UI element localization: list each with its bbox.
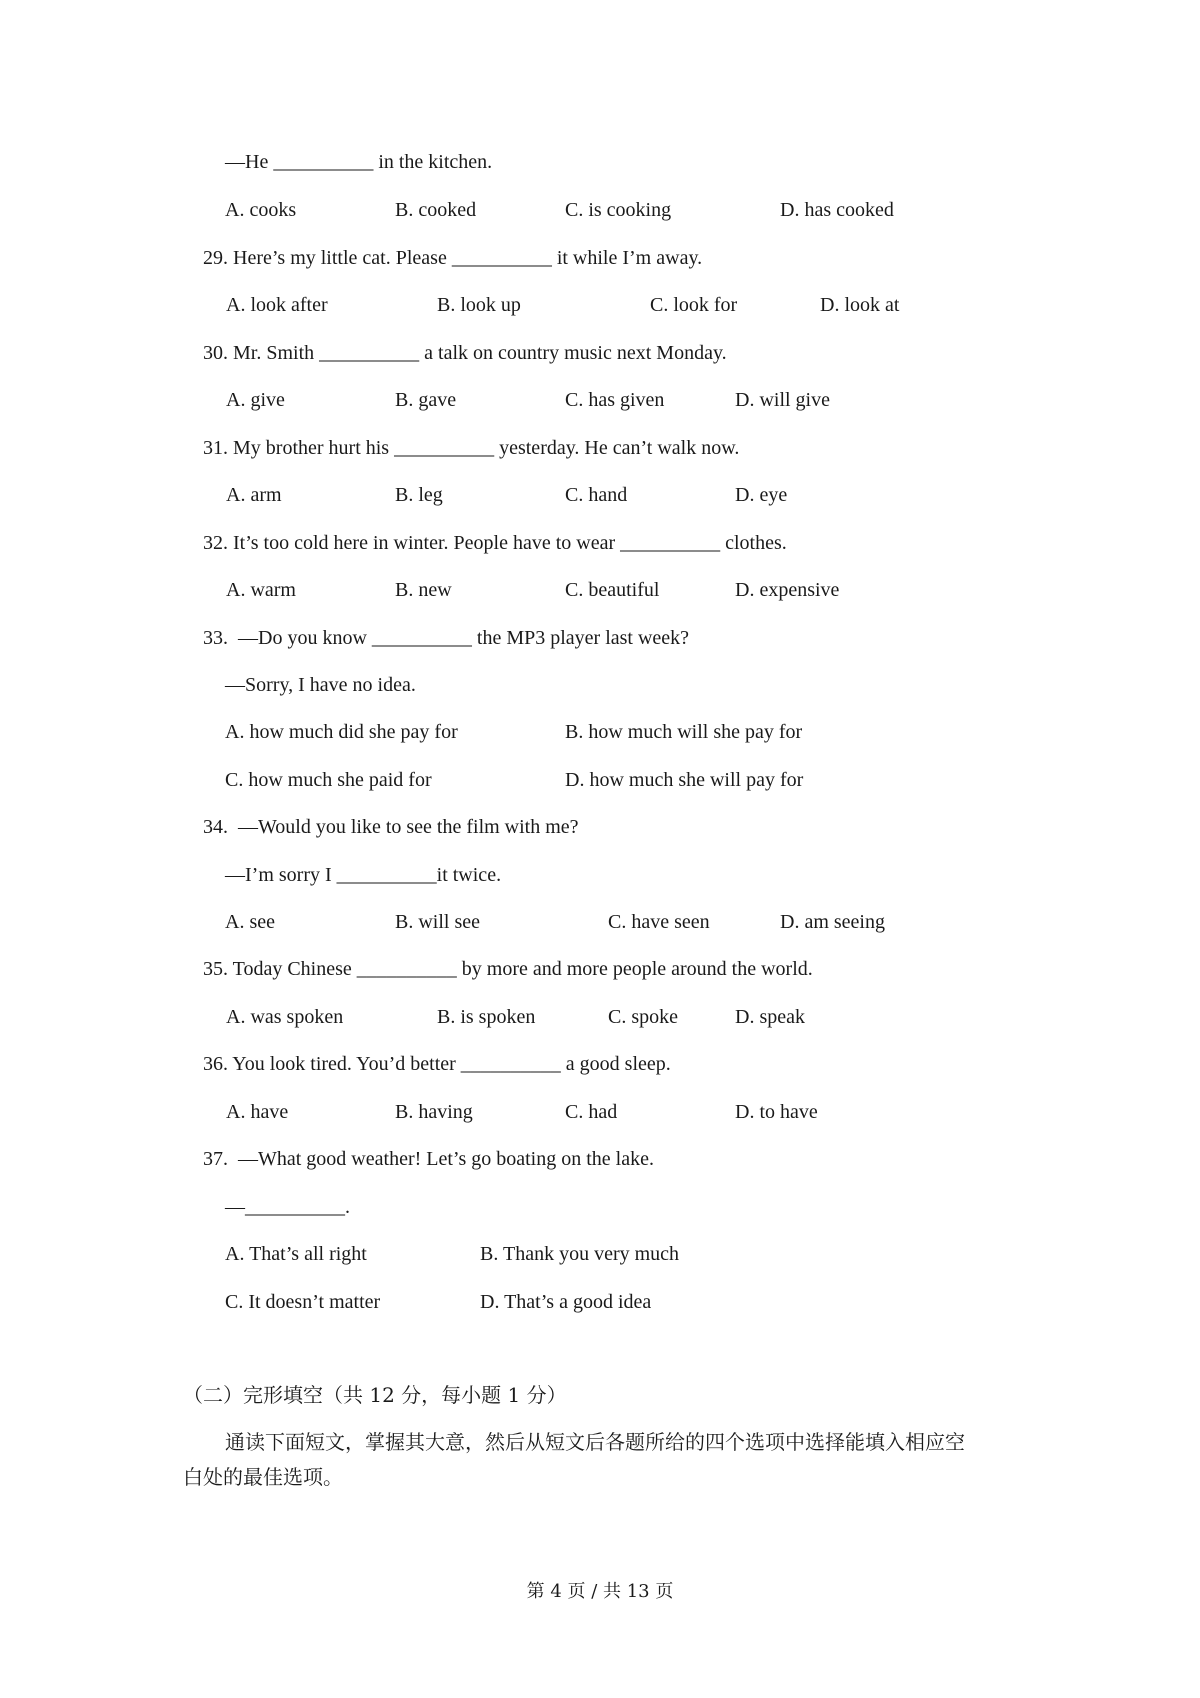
q32-option-d: D. expensive bbox=[735, 579, 840, 601]
q28-option-a: A. cooks bbox=[225, 199, 297, 221]
q29-option-c: C. look for bbox=[650, 294, 738, 316]
q37-option-c: C. It doesn’t matter bbox=[225, 1291, 381, 1313]
q36-stem: 36. You look tired. You’d better __________ a good sleep. bbox=[203, 1053, 671, 1075]
q33-option-c: C. how much she paid for bbox=[225, 769, 432, 791]
q33-option-a: A. how much did she pay for bbox=[225, 721, 458, 743]
q28-answer-line: —He __________ in the kitchen. bbox=[225, 151, 493, 173]
q34-option-b: B. will see bbox=[395, 911, 480, 933]
q35-stem: 35. Today Chinese __________ by more and more people around the world. bbox=[203, 958, 813, 980]
q32-option-a: A. warm bbox=[226, 579, 296, 601]
page-footer: 第 4 页 / 共 13 页 bbox=[526, 1581, 674, 1602]
q37-reply: —__________. bbox=[225, 1196, 350, 1218]
q32-option-b: B. new bbox=[395, 579, 452, 601]
q32-option-c: C. beautiful bbox=[565, 579, 660, 601]
q36-option-c: C. had bbox=[565, 1101, 618, 1123]
q35-option-a: A. was spoken bbox=[226, 1006, 344, 1028]
q33-option-b: B. how much will she pay for bbox=[565, 721, 803, 743]
q37-option-a: A. That’s all right bbox=[225, 1243, 367, 1265]
q35-option-c: C. spoke bbox=[608, 1006, 678, 1028]
section-instruction-line2: 白处的最佳选项。 bbox=[183, 1465, 343, 1489]
section-instruction-line1: 通读下面短文，掌握其大意，然后从短文后各题所给的四个选项中选择能填入相应空 bbox=[225, 1430, 965, 1454]
q35-option-b: B. is spoken bbox=[437, 1006, 536, 1028]
q31-option-b: B. leg bbox=[395, 484, 443, 506]
q35-option-d: D. speak bbox=[735, 1006, 805, 1028]
q32-stem: 32. It’s too cold here in winter. People have to wear __________ clothes. bbox=[203, 532, 787, 554]
q28-option-c: C. is cooking bbox=[565, 199, 672, 221]
q30-option-d: D. will give bbox=[735, 389, 830, 411]
q36-option-b: B. having bbox=[395, 1101, 473, 1123]
section-heading: （二）完形填空（共 12 分，每小题 1 分） bbox=[183, 1383, 567, 1407]
q30-stem: 30. Mr. Smith __________ a talk on country music next Monday. bbox=[203, 342, 727, 364]
q36-option-a: A. have bbox=[226, 1101, 289, 1123]
q33-stem: 33. —Do you know __________ the MP3 player last week? bbox=[203, 627, 690, 649]
q34-option-d: D. am seeing bbox=[780, 911, 885, 933]
q31-stem: 31. My brother hurt his __________ yesterday. He can’t walk now. bbox=[203, 437, 740, 459]
q37-option-b: B. Thank you very much bbox=[480, 1243, 680, 1265]
q34-reply: —I’m sorry I __________it twice. bbox=[225, 864, 502, 886]
q33-option-d: D. how much she will pay for bbox=[565, 769, 804, 791]
q36-option-d: D. to have bbox=[735, 1101, 818, 1123]
q29-option-b: B. look up bbox=[437, 294, 521, 316]
q31-option-c: C. hand bbox=[565, 484, 628, 506]
q29-stem: 29. Here’s my little cat. Please __________ it while I’m away. bbox=[203, 247, 703, 269]
q34-stem: 34. —Would you like to see the film with me? bbox=[203, 816, 579, 838]
q31-option-a: A. arm bbox=[226, 484, 282, 506]
q28-option-d: D. has cooked bbox=[780, 199, 894, 221]
q30-option-b: B. gave bbox=[395, 389, 457, 411]
q34-option-a: A. see bbox=[225, 911, 275, 933]
q33-reply: —Sorry, I have no idea. bbox=[225, 674, 416, 696]
q29-option-a: A. look after bbox=[226, 294, 328, 316]
q30-option-a: A. give bbox=[226, 389, 285, 411]
q28-option-b: B. cooked bbox=[395, 199, 477, 221]
q29-option-d: D. look at bbox=[820, 294, 900, 316]
q31-option-d: D. eye bbox=[735, 484, 788, 506]
q37-option-d: D. That’s a good idea bbox=[480, 1291, 652, 1313]
q30-option-c: C. has given bbox=[565, 389, 665, 411]
q34-option-c: C. have seen bbox=[608, 911, 710, 933]
q37-stem: 37. —What good weather! Let’s go boating on the lake. bbox=[203, 1148, 654, 1170]
